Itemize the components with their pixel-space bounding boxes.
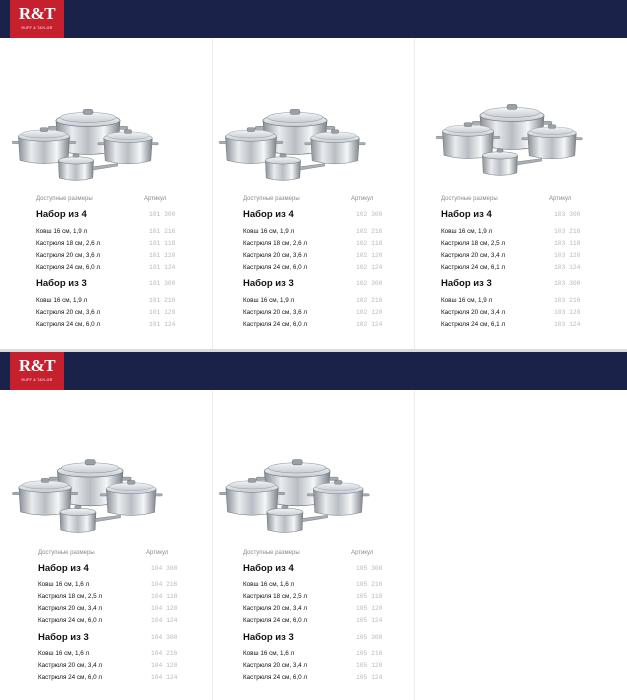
cookware-image bbox=[0, 430, 212, 560]
table-header bbox=[441, 196, 572, 202]
article-label: Артикул bbox=[146, 550, 169, 556]
set-title: Набор из 4 105 300 bbox=[243, 563, 383, 574]
brand-logo bbox=[10, 352, 64, 390]
list-item: Ковш 16 см, 1,6 л 104 216 bbox=[38, 581, 178, 588]
list-item: Кастрюля 24 см, 6,1 л 103 124 bbox=[441, 321, 581, 328]
catalog-page-2 bbox=[0, 352, 627, 700]
list-item: Кастрюля 24 см, 6,1 л 103 124 bbox=[441, 264, 581, 271]
list-item: Кастрюля 20 см, 3,4 л 105 120 bbox=[243, 605, 383, 612]
brand-subtitle: RUFF & TAYLOR bbox=[21, 378, 53, 382]
list-item: Ковш 16 см, 1,9 л 101 216 bbox=[36, 297, 176, 304]
article-code: 105 300 bbox=[356, 634, 383, 641]
list-item: Ковш 16 см, 1,6 л 105 216 bbox=[243, 650, 383, 657]
set-title: Набор из 4 103 300 bbox=[441, 209, 581, 220]
sizes-label: Доступные размеры bbox=[38, 550, 95, 556]
table-header bbox=[38, 550, 169, 556]
list-item: Кастрюля 24 см, 6,0 л 104 124 bbox=[38, 674, 178, 681]
list-item: Кастрюля 20 см, 3,4 л 103 120 bbox=[441, 309, 581, 316]
list-item: Кастрюля 24 см, 6,0 л 101 124 bbox=[36, 264, 176, 271]
article-code: 102 300 bbox=[356, 280, 383, 287]
set-title: Набор из 4 101 300 bbox=[36, 209, 176, 220]
article-label: Артикул bbox=[351, 550, 374, 556]
set-title: Набор из 3 104 300 bbox=[38, 632, 178, 643]
list-item: Ковш 16 см, 1,6 л 104 216 bbox=[38, 650, 178, 657]
list-item: Ковш 16 см, 1,9 л 102 216 bbox=[243, 228, 383, 235]
sizes-label: Доступные размеры bbox=[36, 196, 93, 202]
list-item: Кастрюля 20 см, 3,4 л 104 120 bbox=[38, 662, 178, 669]
list-item: Кастрюля 24 см, 6,0 л 105 124 bbox=[243, 617, 383, 624]
table-header bbox=[243, 550, 374, 556]
cookware-image bbox=[414, 78, 627, 208]
table-header bbox=[243, 196, 374, 202]
list-item: Кастрюля 20 см, 3,6 л 102 120 bbox=[243, 252, 383, 259]
article-label: Артикул bbox=[549, 196, 572, 202]
article-code: 101 300 bbox=[149, 211, 176, 218]
table-header bbox=[36, 196, 167, 202]
list-item: Кастрюля 20 см, 3,6 л 102 120 bbox=[243, 309, 383, 316]
list-item: Кастрюля 18 см, 2,5 л 103 118 bbox=[441, 240, 581, 247]
list-item: Ковш 16 см, 1,9 л 103 216 bbox=[441, 297, 581, 304]
product-card-101 bbox=[0, 38, 213, 350]
list-item: Кастрюля 18 см, 2,5 л 105 118 bbox=[243, 593, 383, 600]
set-title: Набор из 4 104 300 bbox=[38, 563, 178, 574]
list-item: Кастрюля 20 см, 3,6 л 101 120 bbox=[36, 309, 176, 316]
header-band bbox=[0, 352, 627, 390]
sizes-label: Доступные размеры bbox=[243, 550, 300, 556]
cookware-image bbox=[212, 430, 414, 560]
product-card-103 bbox=[414, 38, 627, 350]
article-code: 102 300 bbox=[356, 211, 383, 218]
brand-mark: R&T bbox=[18, 356, 56, 375]
cookware-image bbox=[0, 78, 212, 208]
article-code: 104 300 bbox=[151, 565, 178, 572]
set-title: Набор из 3 105 300 bbox=[243, 632, 383, 643]
article-code: 103 300 bbox=[554, 211, 581, 218]
brand-subtitle: RUFF & TAYLOR bbox=[21, 26, 53, 30]
product-card-102 bbox=[212, 38, 415, 350]
list-item: Кастрюля 24 см, 6,0 л 105 124 bbox=[243, 674, 383, 681]
list-item: Ковш 16 см, 1,9 л 101 216 bbox=[36, 228, 176, 235]
list-item: Кастрюля 24 см, 6,0 л 102 124 bbox=[243, 321, 383, 328]
sizes-label: Доступные размеры bbox=[243, 196, 300, 202]
article-code: 104 300 bbox=[151, 634, 178, 641]
set-title: Набор из 3 102 300 bbox=[243, 278, 383, 289]
set-title: Набор из 3 103 300 bbox=[441, 278, 581, 289]
list-item: Кастрюля 24 см, 6,0 л 101 124 bbox=[36, 321, 176, 328]
set-title: Набор из 4 102 300 bbox=[243, 209, 383, 220]
sizes-label: Доступные размеры bbox=[441, 196, 498, 202]
article-code: 101 300 bbox=[149, 280, 176, 287]
list-item: Кастрюля 18 см, 2,5 л 104 118 bbox=[38, 593, 178, 600]
brand-mark: R&T bbox=[18, 4, 56, 23]
article-code: 103 300 bbox=[554, 280, 581, 287]
set-title: Набор из 3 101 300 bbox=[36, 278, 176, 289]
empty-column bbox=[414, 390, 627, 700]
header-band bbox=[0, 0, 627, 38]
brand-logo bbox=[10, 0, 64, 38]
product-card-105 bbox=[212, 390, 415, 700]
product-card-104 bbox=[0, 390, 213, 700]
list-item: Кастрюля 20 см, 3,6 л 101 120 bbox=[36, 252, 176, 259]
list-item: Кастрюля 18 см, 2,6 л 101 118 bbox=[36, 240, 176, 247]
list-item: Ковш 16 см, 1,6 л 105 216 bbox=[243, 581, 383, 588]
article-code: 105 300 bbox=[356, 565, 383, 572]
article-label: Артикул bbox=[144, 196, 167, 202]
list-item: Ковш 16 см, 1,9 л 103 216 bbox=[441, 228, 581, 235]
cookware-image bbox=[212, 78, 414, 208]
list-item: Кастрюля 20 см, 3,4 л 104 120 bbox=[38, 605, 178, 612]
list-item: Кастрюля 20 см, 3,4 л 103 120 bbox=[441, 252, 581, 259]
list-item: Ковш 16 см, 1,9 л 102 216 bbox=[243, 297, 383, 304]
list-item: Кастрюля 18 см, 2,6 л 102 118 bbox=[243, 240, 383, 247]
article-label: Артикул bbox=[351, 196, 374, 202]
list-item: Кастрюля 24 см, 6,0 л 102 124 bbox=[243, 264, 383, 271]
list-item: Кастрюля 20 см, 3,4 л 105 120 bbox=[243, 662, 383, 669]
list-item: Кастрюля 24 см, 6,0 л 104 124 bbox=[38, 617, 178, 624]
